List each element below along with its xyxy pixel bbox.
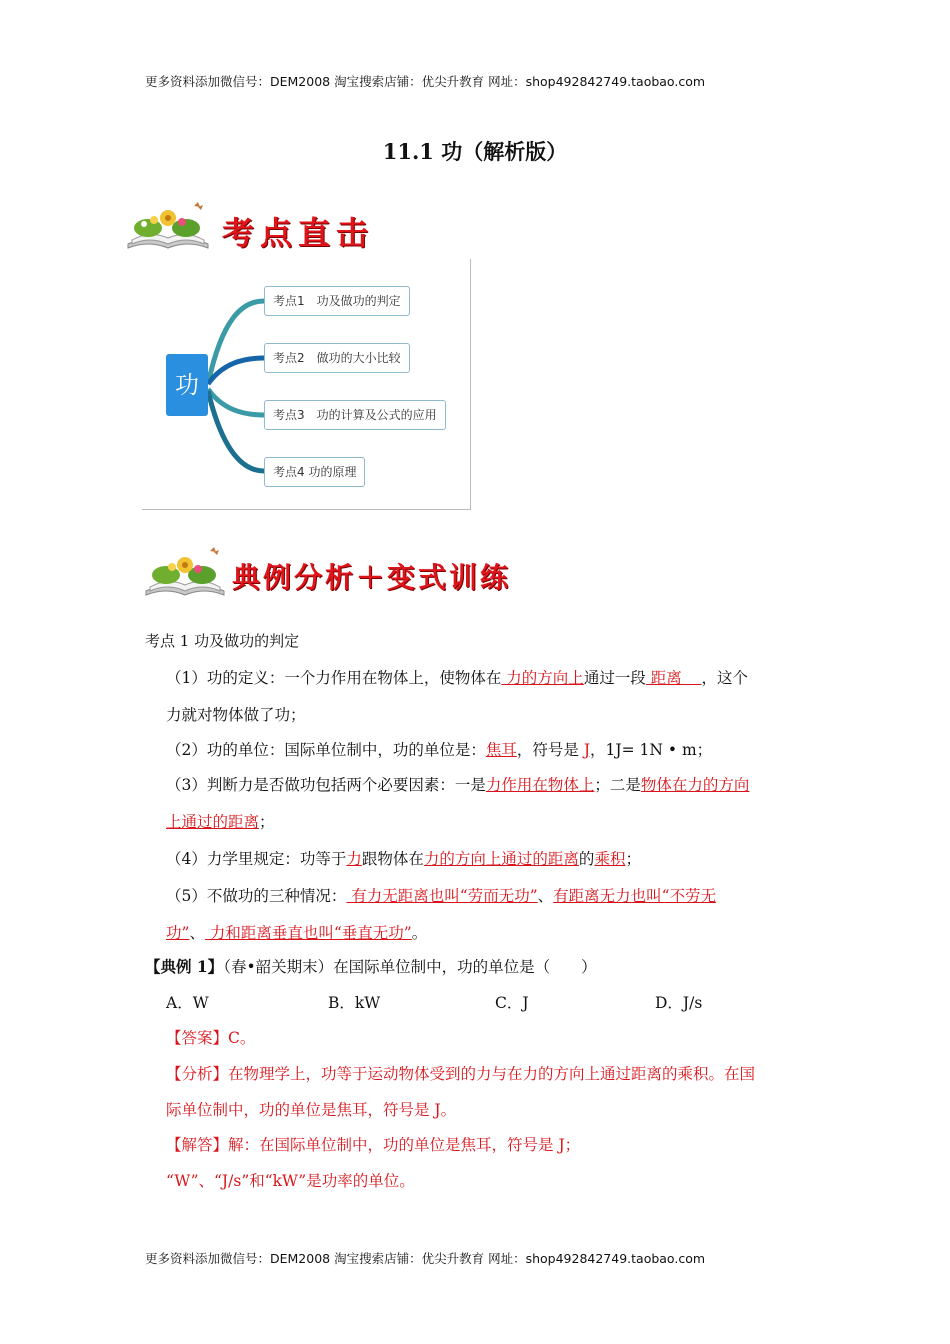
page-title: 11.1 功（解析版）	[382, 139, 568, 164]
factors-line-1: （3）判断力是否做功包括两个必要因素：一是力作用在物体上；二是物体在力的方向	[166, 776, 750, 794]
book-flower-icon	[124, 198, 212, 252]
analysis-line-1: 【分析】在物理学上，功等于运动物体受到的力与在力的方向上通过距离的乘积。在国	[166, 1065, 756, 1083]
analysis-line-2: 际单位制中，功的单位是焦耳，符号是 J。	[166, 1101, 457, 1119]
page-header: 更多资料添加微信号：DEM2008 淘宝搜索店铺：优尖升教育 网址：shop492842749.taobao.com	[145, 74, 706, 89]
mindmap-node-1: 考点1 功及做功的判定	[264, 286, 410, 316]
definition-line-1: （1）功的定义：一个力作用在物体上，使物体在 力的方向上通过一段 距离 ，这个	[166, 669, 748, 687]
section-heading: 考点 1 功及做功的判定	[145, 632, 300, 650]
factors-line-2: 上通过的距离；	[166, 813, 275, 831]
solution-line-1: 【解答】解：在国际单位制中，功的单位是焦耳，符号是 J；	[166, 1136, 581, 1154]
answer-line: 【答案】C。	[166, 1029, 256, 1047]
banner-title-key-points: 考点直击	[222, 214, 375, 252]
no-work-line-1: （5）不做功的三种情况： 有力无距离也叫“劳而无功”、有距离无力也叫“不劳无	[166, 887, 717, 905]
book-flower-icon-2	[142, 545, 228, 599]
mindmap-center-node: 功	[166, 354, 208, 416]
page-footer: 更多资料添加微信号：DEM2008 淘宝搜索店铺：优尖升教育 网址：shop492842749.taobao.com	[145, 1251, 706, 1266]
option-b: B．kW	[328, 994, 381, 1012]
unit-line: （2）功的单位：国际单位制中，功的单位是：焦耳，符号是 J，1J= 1N • m；	[166, 741, 713, 759]
mindmap-node-2: 考点2 做功的大小比较	[264, 343, 410, 373]
solution-line-2: “W”、“J/s”和“kW”是功率的单位。	[166, 1172, 415, 1190]
option-a: A．W	[166, 994, 209, 1012]
banner-title-examples: 典例分析＋变式训练	[232, 561, 512, 594]
mindmap-node-4: 考点4 功的原理	[264, 457, 365, 487]
mechanics-rule-line: （4）力学里规定：功等于力跟物体在力的方向上通过的距离的乘积；	[166, 850, 641, 868]
example-question: 【典例 1】（春•韶关期末）在国际单位制中，功的单位是（ ）	[145, 957, 597, 976]
option-d: D．J/s	[655, 994, 703, 1012]
no-work-line-2: 功”、 力和距离垂直也叫“垂直无功”。	[166, 924, 428, 942]
mindmap-node-3: 考点3 功的计算及公式的应用	[264, 400, 446, 430]
definition-line-2: 力就对物体做了功；	[166, 706, 306, 724]
option-c: C．J	[495, 994, 529, 1012]
